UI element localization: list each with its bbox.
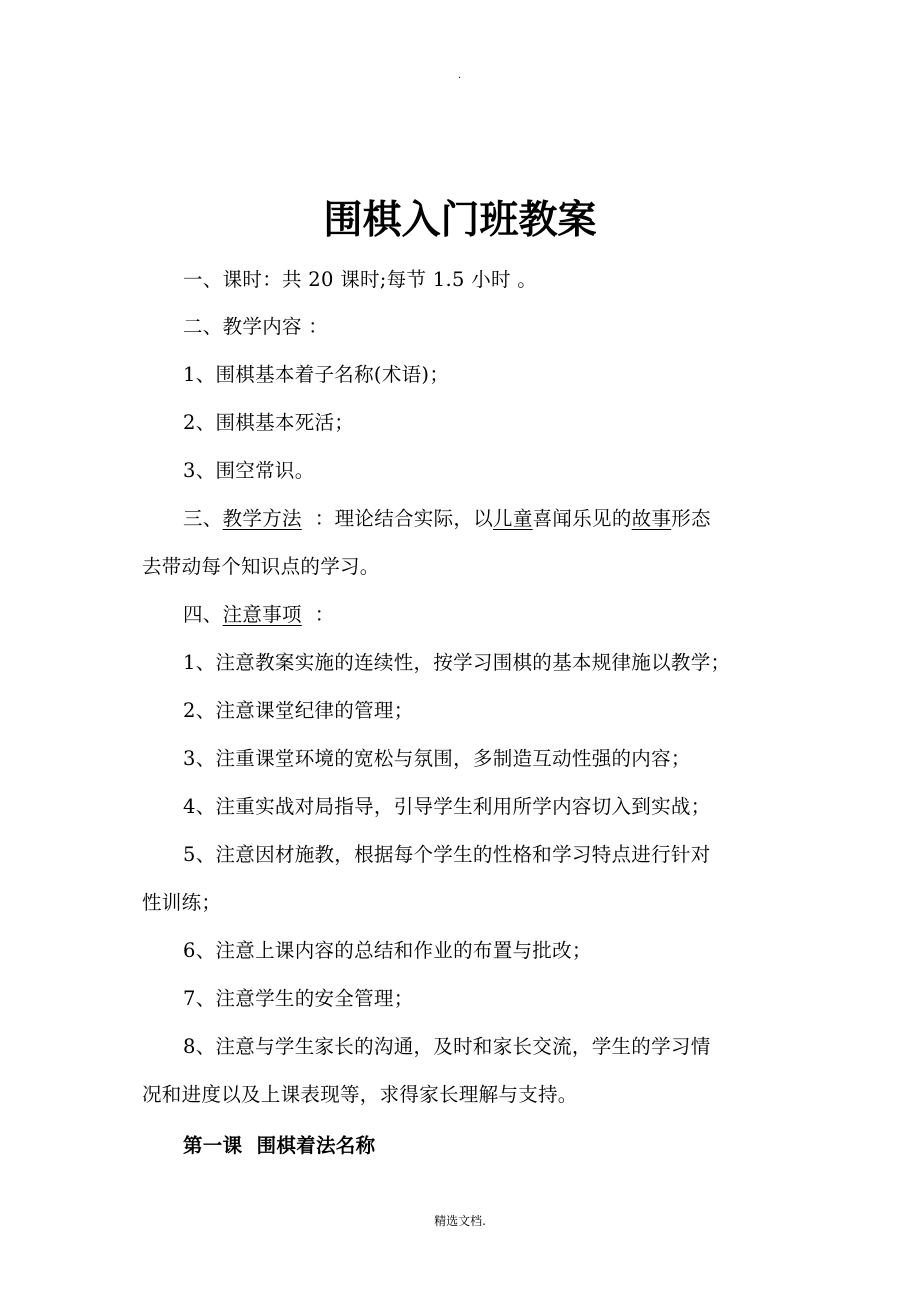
list-item: 2、注意课堂纪律的管理； — [183, 699, 414, 722]
list-item: 5、注意因材施教，根据每个学生的性格和学习特点进行针对 — [183, 843, 711, 866]
text: 形态 — [671, 507, 711, 530]
list-item: 4、注重实战对局指导，引导学生利用所学内容切入到实战； — [183, 795, 711, 818]
list-item-continuation: 况和进度以及上课表现等，求得家长理解与支持。 — [142, 1083, 578, 1106]
list-item: 1、注意教案实施的连续性，按学习围棋的基本规律施以教学； — [183, 651, 731, 674]
list-item: 7、注意学生的安全管理； — [183, 987, 414, 1010]
page-title: 围棋入门班教案 — [323, 197, 597, 243]
paragraph-teaching-method — [183, 507, 711, 531]
text: 喜闻乐见的 — [532, 507, 632, 530]
list-item: 8、注意与学生家长的沟通，及时和家长交流，学生的学习情 — [183, 1035, 711, 1058]
underlined-text: 故事 — [631, 507, 672, 530]
list-item: 2、围棋基本死活； — [183, 411, 355, 434]
list-item-continuation: 性训练； — [142, 891, 222, 914]
text: ：理论结合实际，以 — [301, 507, 494, 530]
lesson-heading: 第一课 围棋着法名称 — [183, 1134, 376, 1157]
underlined-text: 注意事项 — [222, 603, 302, 626]
heading-teaching-content: 二、教学内容 ： — [183, 315, 329, 338]
underlined-text: 教学方法 — [222, 507, 302, 530]
heading-notes — [183, 603, 335, 627]
list-item: 1、围棋基本着子名称(术语)； — [183, 363, 450, 386]
text: 三、 — [183, 507, 223, 530]
list-item: 6、注意上课内容的总结和作业的布置与批改； — [183, 939, 592, 962]
page-footer: 精选文档. — [434, 1214, 486, 1228]
header-mark: . — [458, 70, 462, 81]
list-item: 3、注重课堂环境的宽松与氛围，多制造互动性强的内容； — [183, 747, 691, 770]
text: ： — [301, 603, 335, 626]
paragraph-continuation: 去带动每个知识点的学习。 — [142, 555, 380, 578]
paragraph-class-hours: 一、课时：共 20 课时;每节 1.5 小时 。 — [183, 268, 538, 291]
text: 四、 — [183, 603, 223, 626]
underlined-text: 儿童 — [493, 507, 533, 530]
list-item: 3、围空常识。 — [183, 459, 315, 482]
